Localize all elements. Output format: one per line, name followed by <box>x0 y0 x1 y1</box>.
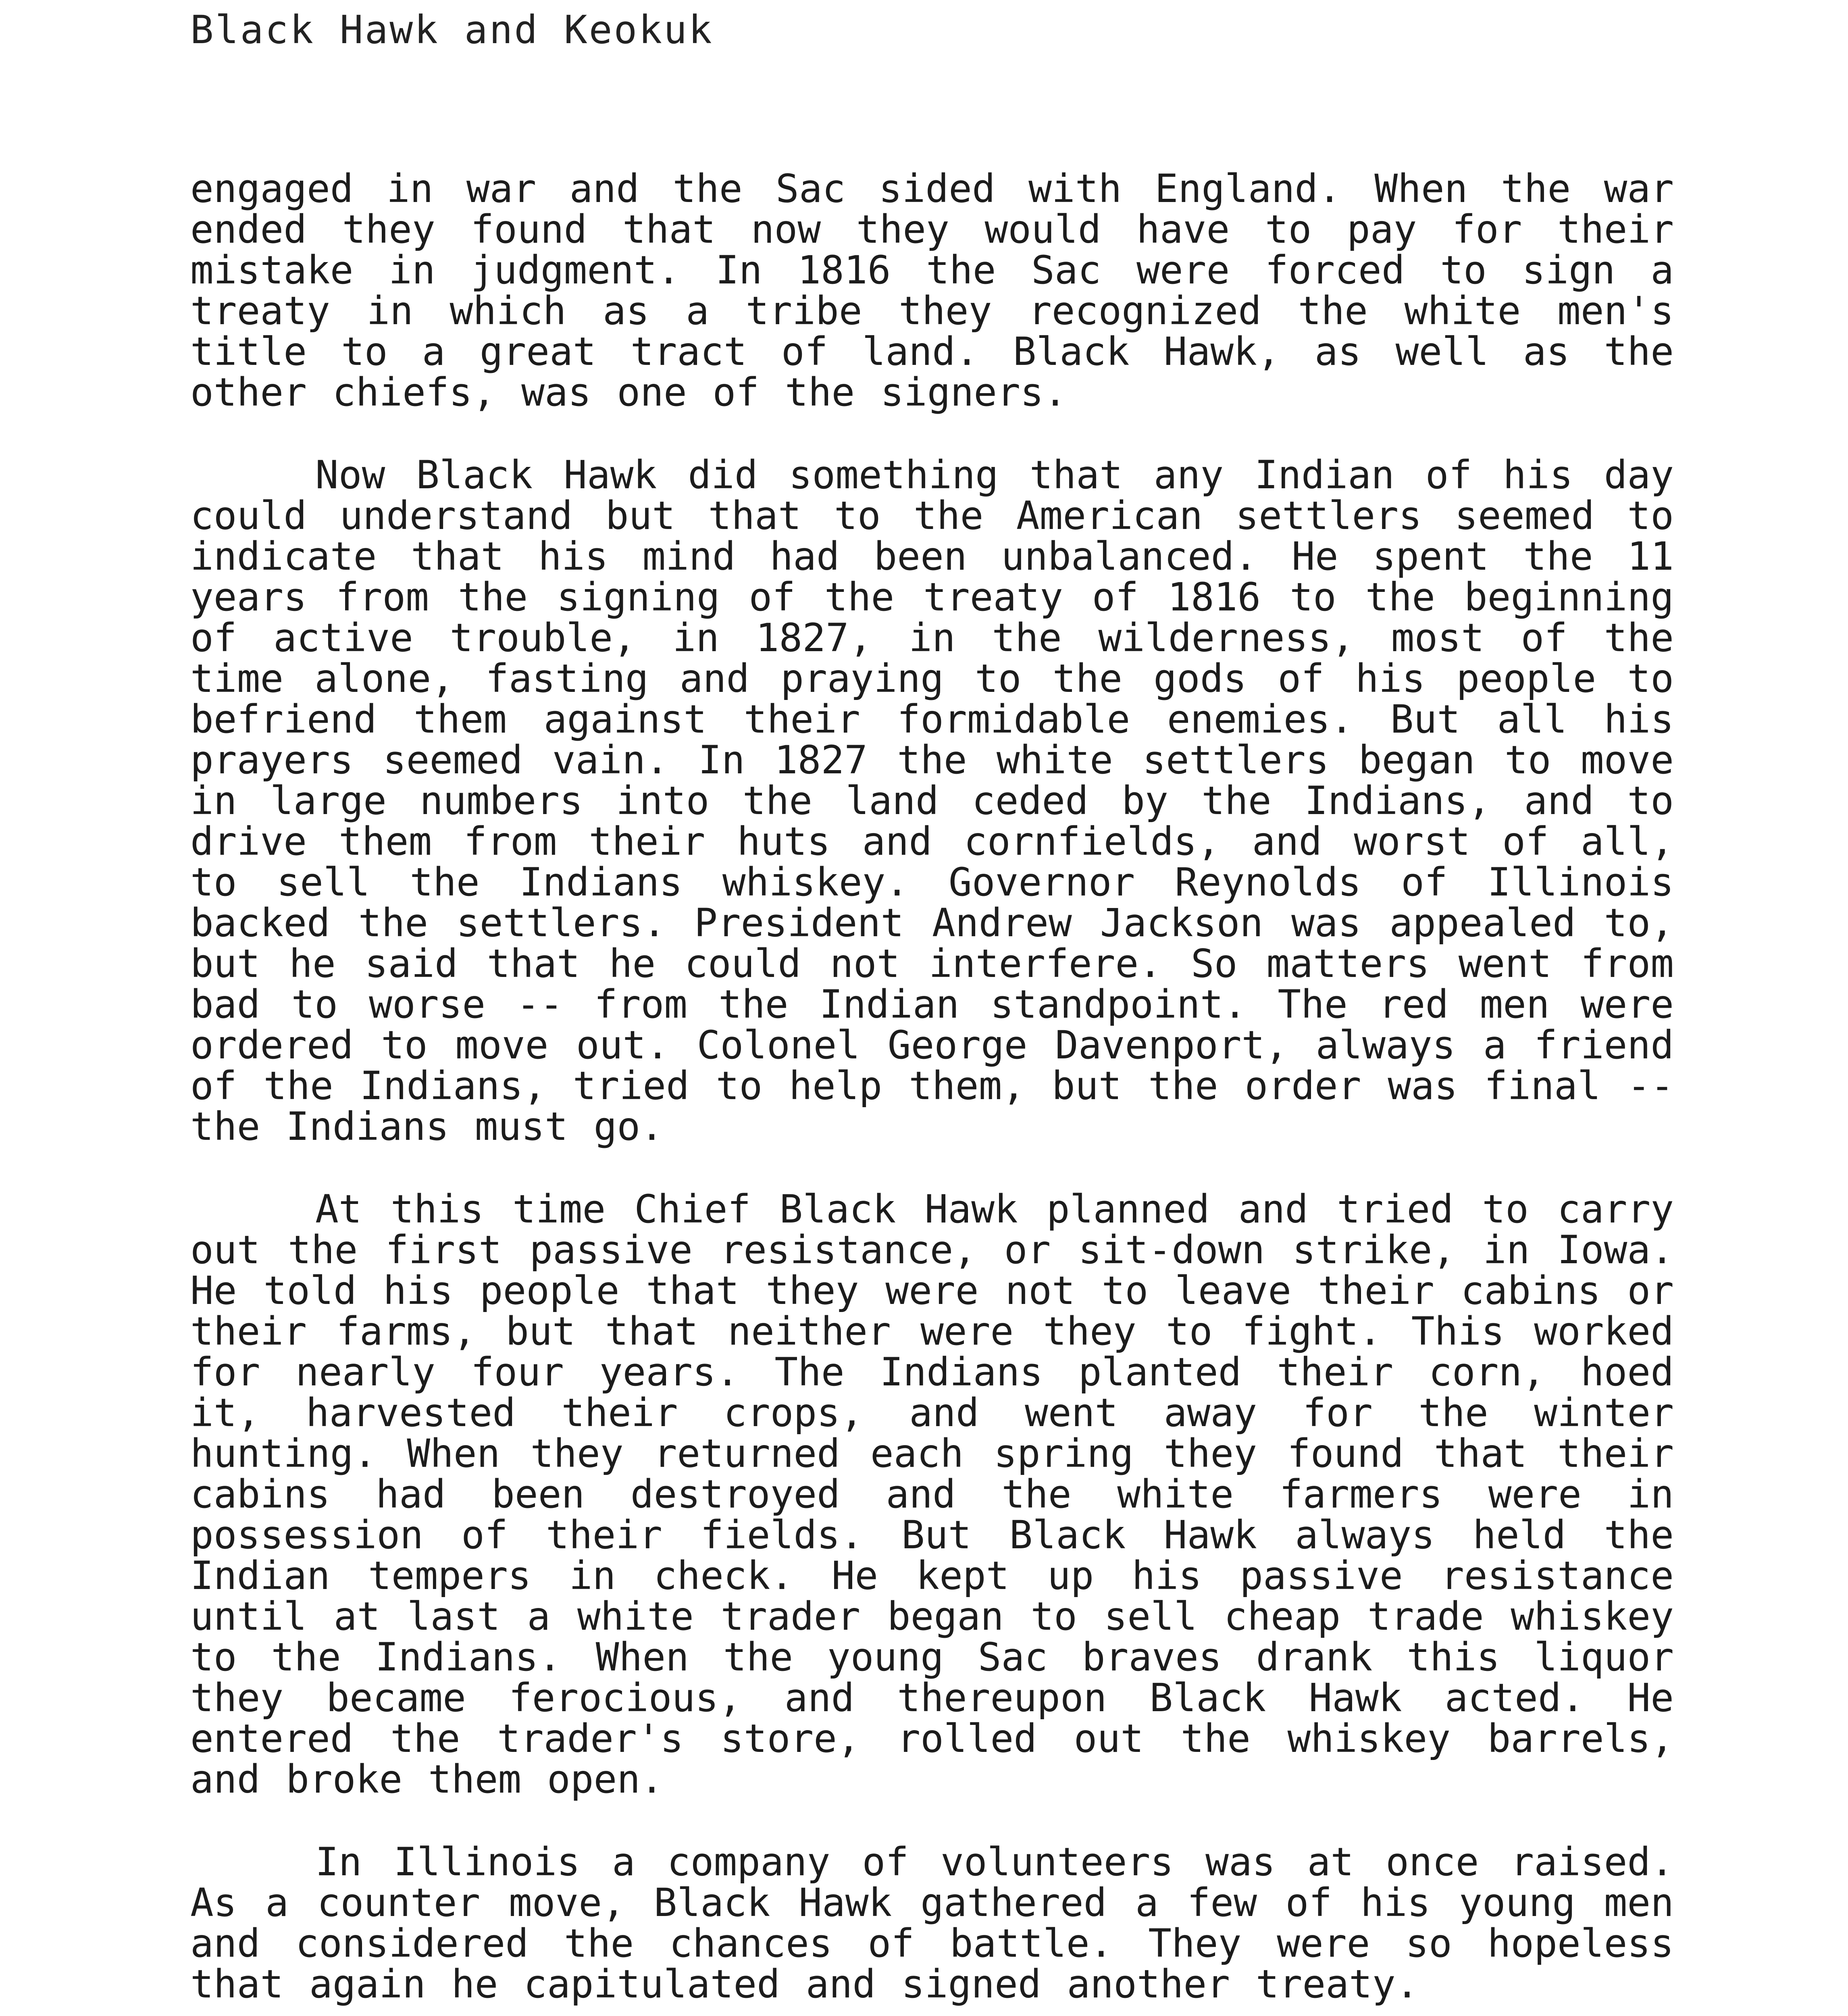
paragraph: In Illinois a company of volunteers was at once raised. As a counter move, Black Hawk gathered a few of his young men and considered the chances of battle. They were so hopeless that again he capitulated and signed another treaty. <box>190 1839 1674 2007</box>
paragraph: engaged in war and the Sac sided with England. When the war ended they found that now they would have to pay for their mistake in judgment. In 1816 the Sac were forced to sign a treaty in which as a tribe they recognized the white men's title to a great tract of land. Black Hawk, as well as the other chiefs, was one of the signers. <box>190 166 1674 415</box>
paragraph: Now Black Hawk did something that any Indian of his day could understand but that to the American settlers seemed to indicate that his mind had been unbalanced. He spent the 11 years from the signing of the treaty of 1816 to the beginning of active trouble, in 1827, in the wilderness, most of the time alone, fasting and praying to the gods of his people to befriend them against their formidable enemies. But all his prayers seemed vain. In 1827 the white settlers began to move in large numbers into the land ceded by the Indians, and to drive them from their huts and cornfields, and worst of all, to sell the Indians whiskey. Governor Reynolds of Illinois backed the settlers. President Andrew Jackson was appealed to, but he said that he could not interfere. So matters went from bad to worse -- from the Indian standpoint. The red men were ordered to move out. Colonel George Davenport, always a friend of the Indians, tried to help them, but the order was final -- the Indians must go. <box>190 452 1674 1149</box>
body-text <box>190 166 1674 2016</box>
running-header: Black Hawk and Keokuk <box>190 7 714 52</box>
paragraph: At this time Chief Black Hawk planned and tried to carry out the first passive resistance, or sit-down strike, in Iowa. He told his people that they were not to leave their cabins or their farms, but that neither were they to fight. This worked for nearly four years. The Indians planted their corn, hoed it, harvested their crops, and went away for the winter hunting. When they returned each spring they found that their cabins had been destroyed and the white farmers were in possession of their fields. But Black Hawk always held the Indian tempers in check. He kept up his passive resistance until at last a white trader began to sell cheap trade whiskey to the Indians. When the young Sac braves drank this liquor they became ferocious, and thereupon Black Hawk acted. He entered the trader's store, rolled out the whiskey barrels, and broke them open. <box>190 1187 1674 1802</box>
